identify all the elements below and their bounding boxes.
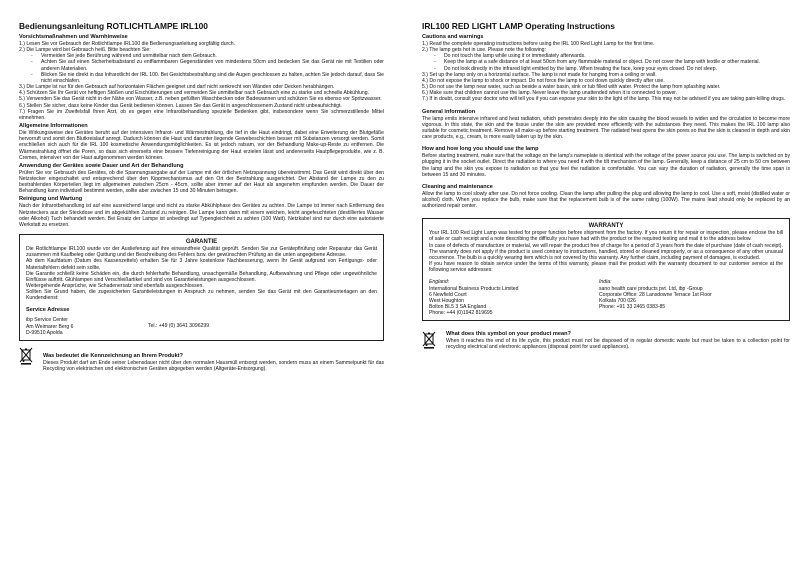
caution-item: 4.) Do not expose the lamp to shock or impact. Do not force the lamp to cool down quickly directly after use. xyxy=(422,77,665,84)
service-addresses xyxy=(429,279,783,316)
german-caution-heading: Vorsichtsmaßnahmen und Warnhinweise xyxy=(19,34,128,40)
caution-item: 6.) Make sure that children cannot use the lamp. Never leave the lamp unattended when it is connected to power. xyxy=(422,90,678,97)
warranty-paragraph: Sollten Sie Grund haben, die zugesicherten Garantieleistungen in Anspruch zu nehmen, senden Sie das Gerät mit den Garantieunterlagen an den Kundendienst: xyxy=(26,289,377,302)
caution-item: 2.) Die Lampe wird bei Gebrauch heiß. Bitte beachten Sie: xyxy=(19,47,151,54)
english-cleaning-text: Allow the lamp to cool slowly after use. Do not force cooling. Clean the lamp after pulling the plug and allowing the lamp to cool. Use a soft, moist (distilled water or alcohol) cloth. When you replace the bulb, make sure that the replacement bulb is of the same rating (100W). The mains lead should only be replaced by an authorized repair center. xyxy=(422,190,790,210)
german-title: Bedienungsanleitung ROTLICHTLAMPE IRL100 xyxy=(19,21,208,31)
caution-item: 6.) Stellen Sie sicher, dass keine Kinder das Gerät bedienen können. Lassen Sie das Gerät in angeschlossenem Zustand nicht unbeaufsichtigt. xyxy=(19,102,342,109)
caution-item: 1.) Read the complete operating instructions before using the IRL 100 Red Light Lamp for the first time. xyxy=(422,41,655,47)
english-column xyxy=(422,0,790,351)
english-weee-section xyxy=(422,331,790,350)
english-weee-text: When it reaches the end of its life cycle, this product must not be disposed of in regular domestic waste but must be taken to a collection point for recycling electrical and electronic appliances (disposal point for used appliances). xyxy=(446,338,790,351)
german-weee-heading: Was bedeutet die Kennzeichnung an Ihrem Produkt? xyxy=(43,352,183,359)
caution-subitem: - Do not look directly in the infrared light emitted by the lamp. When treating the face, keep your eyes closed. Do not sleep. xyxy=(422,66,790,72)
service-address xyxy=(26,317,377,335)
address-line: D-99510 Apolda xyxy=(26,329,63,336)
address-line: 6 Newfield Court xyxy=(429,291,467,298)
address-line: sano health care products pvt. Ltd, ibp -Group xyxy=(599,285,703,292)
caution-subitem: - Do not touch the lamp while using it or immediately afterwards. xyxy=(422,53,790,59)
english-usage-text: Before starting treatment, make sure that the voltage on the lamp's nameplate is identical with the voltage of the power source you use. The lamp is switched on by plugging it in the socket outlet. Direct the radiation to where you need it with the tilt mechanism of the lamp. Generally, keep a distance of 25 cm to 50 cm between the lamp and the skin you expose to radiation so that you feel the radiation is comfortable. You can vary the duration of radiation, generally the time span is between 15 and 30 minutes. xyxy=(422,153,790,178)
english-title: IRL100 RED LIGHT LAMP Operating Instructions xyxy=(422,21,615,31)
caution-item: 3.) Die Lampe ist nur für den Gebrauch auf horizontalen Flächen geeignet und darf nicht senkrecht von Wänden oder Decken herabhängen. xyxy=(19,84,335,91)
english-warranty-box xyxy=(422,218,790,321)
caution-item: 5.) Verwenden Sie das Gerät nicht in der Nähe von Wasser, z.B. neben gefüllten Waschbecken oder Badewannen und schützen Sie es ebenso vor Spritzwasser. xyxy=(19,96,382,103)
english-usage-heading: How and how long you should use the lamp xyxy=(422,146,539,153)
english-general-heading: General information xyxy=(422,108,476,115)
address-line: Am Weimarer Berg 6 xyxy=(26,323,74,330)
german-cleaning-heading: Reinigung und Wartung xyxy=(19,196,83,203)
caution-item: 4.) Schützen Sie Ihr Gerät vor heftigen Stößen und Erschütterungen und vermeiden Sie unmittelbar nach Gebrauch eine zu starke und schnelle Abkühlung. xyxy=(19,90,369,97)
german-cleaning-text: Nach der Infrarotbehandlung ist auf eine ausreichend lange und nicht zu starke Abkühlphase des Gerätes zu achten. Die Lampe ist immer nach Entfernung des Netzsteckers aus der Steckdose und im abgekühlten Zustand zu reinigen. Die Lampe kann dann mit einem weichen, leicht angefeuchteten (destilliertes Wasser oder Alkohol) Tuch behandelt werden. Bei Ersatz der Lampe ist unbedingt auf Typengleichheit zu achten (100 Watt). Netzkabel sind nur durch eine autorisierte Werkstatt zu ersetzen. xyxy=(19,203,384,228)
caution-subitem: - Blicken Sie nie direkt in das Infrarotlicht der IRL 100. Bei Gesichtsbestrahlung sind die Augen geschlossen zu halten, achten Sie jedoch darauf, dass Sie nicht einschlafen. xyxy=(19,72,384,84)
warranty-paragraph: In case of defects of manufacture or material, we will repair the product free of charge for a period of 3 years from the date of purchase (date of cash receipt). xyxy=(429,242,783,249)
service-address-heading: Service Adresse xyxy=(26,307,70,314)
caution-subitem: - Keep the lamp at a safe distance of at least 50cm from any flammable material or object. Do not cover the lamp with textile or other material. xyxy=(422,59,790,65)
german-weee-text: Dieses Produkt darf am Ende seiner Lebensdauer nicht über den normalen Hausmüll entsorgt werden, sondern muss an einem Sammelpunkt für das Recycling von elektrischen und elektronischen Geräten abgegeben werden (Altgeräte-Entsorgung). xyxy=(43,359,384,373)
caution-item: 7.) If in doubt, consult your doctor who will tell you if you can expose your skin to the light of the lamp. This may not be advised if you are taking pain-killing drugs. xyxy=(422,96,786,103)
address-line: Kolkata 700 026 xyxy=(599,297,636,304)
address-line: Bolton BL5 3 SA England xyxy=(429,304,487,310)
caution-item: 5.) Do not use the lamp near water, such as beside a water basin, sink or tub filled with water. Protect the lamp from splashing water. xyxy=(422,84,721,91)
address-line: Corporate Office: 28 Lansdowne Terrace 1st Floor xyxy=(599,291,712,298)
german-general-heading: Allgemeine Informationen xyxy=(19,123,88,130)
english-caution-heading: Cautions and warnings xyxy=(422,34,484,40)
caution-subitem: - Vermeiden Sie jede Berührung während und unmittelbar nach dem Gebrauch. xyxy=(19,53,384,59)
caution-item: 1.) Lesen Sie vor Gebrauch der Rotlichtlampe IRL100 die Bedienungsanleitung sorgfältig durch. xyxy=(19,41,236,47)
warranty-paragraph: The warranty does not apply if the product is used contrary to instructions, handled, stored or cleaned improperly, or as a consequence of any other unusual occurrence. The bulb is a quickly wearing item which is not covered by this warranty. Any further claim, including payment of damages, is excluded. xyxy=(429,248,783,261)
warranty-paragraph: Weitergehende Ansprüche, wie Schadenersatz sind ebenfalls ausgeschlossen. xyxy=(26,283,204,289)
crossed-bin-icon xyxy=(422,331,436,349)
caution-subitem: - Achten Sie auf einen Sicherheitsabstand zu entflammbaren Gegenständen von mindestens 50cm und bedecken Sie das Gerät nie mit Textilien oder anderen Materialien. xyxy=(19,59,384,71)
warranty-paragraph: Ab dem Kaufdatum (Datum des Kassenzettels) erhalten Sie für 3 Jahre kostenlose Nachbesserung, wenn Ihr Gerät aufgrund von Fertigungs- oder Materialfehlern defekt sein sollte. xyxy=(26,258,377,271)
address-line: West Houghton xyxy=(429,297,465,304)
warranty-paragraph: Die Rotlichtlampe IRL100 wurde vor der Auslieferung auf ihre einwandfreie Qualität geprüft. Senden Sie zur Gerätepflrüfung oder Reparatur das Gerät zusammen mit Kaufbeleg oder Quittung und der Beschreibung des Fehlers bzw. der gewünschten Prüfung an die unten angegebene Adresse. xyxy=(26,246,377,259)
england-address xyxy=(429,279,599,316)
english-warranty-heading: WARRANTY xyxy=(588,223,624,230)
german-column xyxy=(19,0,384,372)
german-warranty-box xyxy=(19,234,384,341)
service-phone: Tel.: +49 (0) 3641 3096299 xyxy=(148,323,210,330)
english-weee-heading: What does this symbol on your product mean? xyxy=(446,331,571,338)
india-label: India: xyxy=(599,279,612,286)
caution-item: 7.) Fragen Sie im Zweifelsfall Ihren Arzt, ob es gegen eine Infrarotbehandlung spezielle Bedenken gibt, insbesondere wenn Sie schmerzstillende Mittel einnehmen. xyxy=(19,108,384,121)
english-cleaning-heading: Cleaning and maintenance xyxy=(422,183,493,190)
address-line: Phone: +44 (0)1942 819695 xyxy=(429,310,493,317)
india-address xyxy=(599,279,712,316)
english-general-text: The lamp emits intensive infrared and heat radiation, which penetrates deeply into the skin causing the blood vessels to widen and the circulation to become more vigorous. In this state, the skin and the tissue under the skin are provided more efficiently with the substances they need. This makes the IRL 100 lamp also suitable for cosmetic treatment. Remove all make-up before starting treatment. The radiated heat opens the skin pores so that the skin is cleaned in depth and skin care products, e.g., cream, is more easily taken up by the skin. xyxy=(422,115,790,141)
caution-item: 3.) Set up the lamp only on a horizontal surface. The lamp is not made for hanging from a ceiling or wall. xyxy=(422,71,657,78)
german-weee-section xyxy=(19,347,384,372)
address-line: ibp Service Center xyxy=(26,317,68,324)
address-line: International Business Products Limited xyxy=(429,285,519,292)
warranty-paragraph: Die Garantie schließt keine Schäden ein, die durch fehlerhafte Behandlung, unsachgemäße Behandlung, Aufbewahrung und Pflege oder ungewöhnliche Einflüsse auftritt. Glühlampen sind Verschleißartikel und sind von Garantieleistungen ausgeschlossen. xyxy=(26,270,377,283)
german-usage-heading: Anwendung der Gerätes sowie Dauer und Art der Behandlung xyxy=(19,162,184,169)
german-usage-text: Prüfen Sie vor Gebrauch des Gerätes, ob die Spannungsangabe auf der Lampe mit der örtlichen Netzspannung übereinstimmt. Das Gerät wird direkt über den Netzstecker eingeschaltet und entsprechend über den Kippmechanismus auf den Ort der Bestrahlung ausgerichtet. Der Abstand der Lampe zu den zu bestrahlenden Körperteilen liegt im allgemeinen zwischen 25cm - 45cm, sollte aber immer auf der Haut als angenehm empfunden werden. Die Dauer der Behandlung kann individuell bestimmt werden, sollte aber zwischen 15 und 30 Minuten betragen. xyxy=(19,169,384,195)
warranty-paragraph: If you have reason to obtain service under the terms of this warranty, please mail the product with the warranty document to our customer service at the following service addresses: xyxy=(429,261,783,274)
crossed-bin-icon xyxy=(19,347,33,365)
warranty-paragraph: Your IRL 100 Red Light Lamp was tested for proper function before shipment from the factory. If you return it for repair or inspection, please enclose the bill of sale or cash receipt and a note describing the difficulty you have had with the product or the required testing and mail it to the address below. xyxy=(429,230,783,243)
address-line: Phone: +91 33 2465 0383-85 xyxy=(599,304,666,310)
german-warranty-heading: GARANTIE xyxy=(185,239,218,246)
caution-item: 2.) The lamp gets hot in use. Please note the following: xyxy=(422,47,546,54)
german-general-text: Die Wirkungsweise des Gerätes beruht auf der intensiven Infrarot- und Wärmestrahlung, die tief in die Haut eindringt, dabei eine Erweiterung der Blutgefäße hervorruft und somit den Blutkreislauf anregt. Dadurch können die Haut und darunter liegende Gewebeschichten besser mit Substanzen versorgt werden. Somit erschließen sich auch für die IRL 100 kosmetische Anwendungsmöglichkeiten. Es ist jedoch ratsam, vor der Behandlung Make-up-Reste zu entfernen. Die Wärmestrahlung öffnet die Poren, so dass sich einerseits eine bessere Tiefenreinigung der Haut erzielen lässt und andererseits Hautpflegeprodukte, wie z. B. Cremes, intensiver von der Haut aufgenommen werden können. xyxy=(19,130,384,161)
england-label: England: xyxy=(429,279,450,286)
